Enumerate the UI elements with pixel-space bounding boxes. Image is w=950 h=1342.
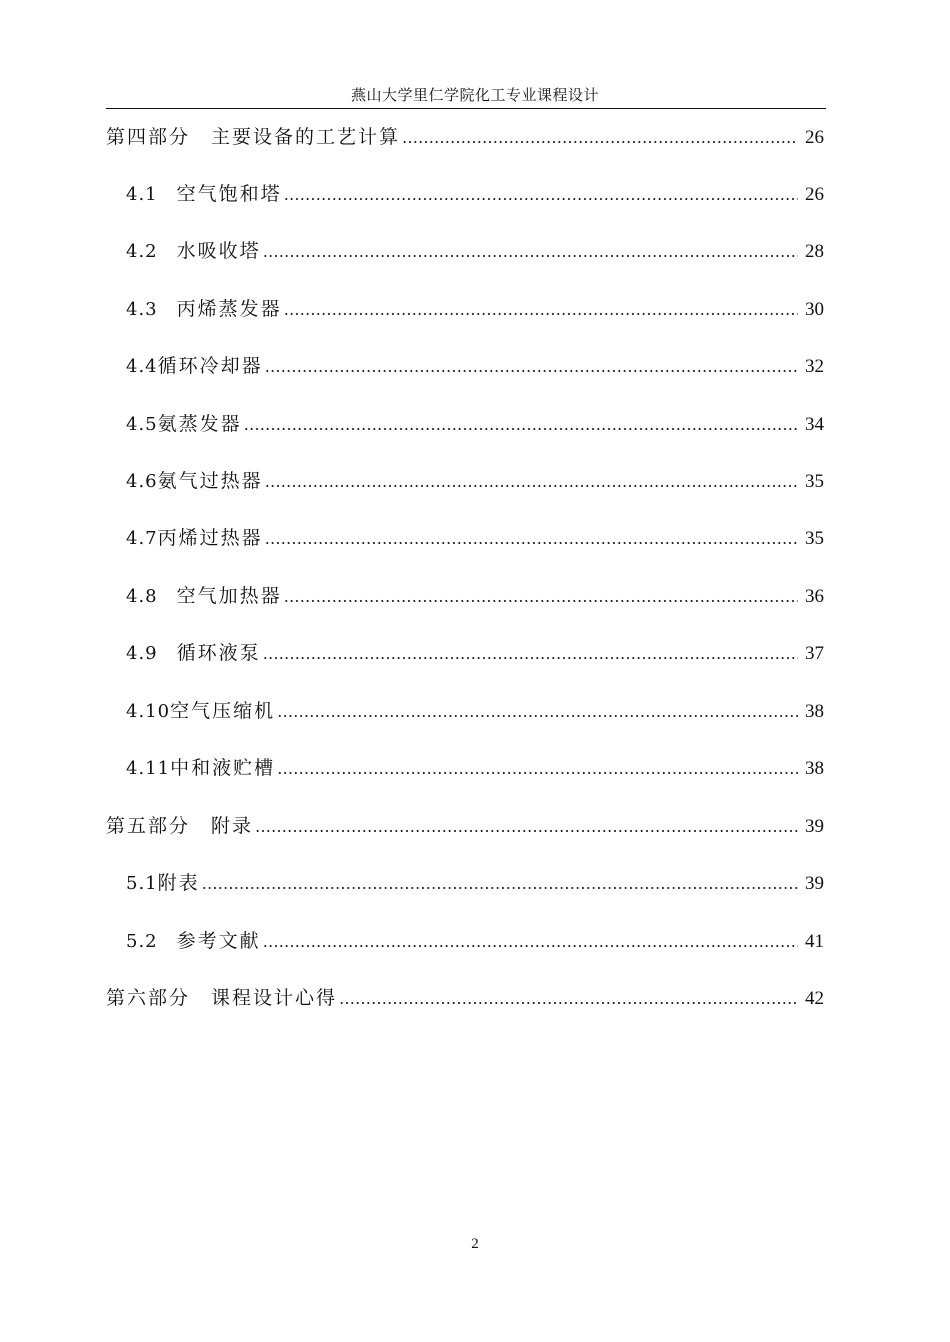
- toc-entry-page: 32: [805, 356, 824, 377]
- toc-entry-page: 34: [805, 414, 824, 435]
- running-header: 燕山大学里仁学院化工专业课程设计: [350, 86, 599, 104]
- toc-entry-page: 41: [805, 931, 824, 952]
- toc-entry-5-1[interactable]: [126, 868, 824, 896]
- toc-entry-number: 4.5: [126, 414, 158, 435]
- toc-entry-number: 5.1: [126, 873, 158, 894]
- toc-entry-number: 4.8: [126, 586, 177, 607]
- toc-leader-dots: [402, 128, 798, 147]
- toc-entry-4-6[interactable]: [126, 466, 824, 494]
- toc-entry-5-2[interactable]: [126, 926, 824, 954]
- toc-entry-page: 26: [805, 127, 824, 148]
- toc-entry-number: 5.2: [126, 931, 177, 952]
- toc-entry-page: 28: [805, 241, 824, 262]
- toc-entry-number: 4.10: [126, 701, 171, 722]
- toc-entry-4-2[interactable]: [126, 236, 824, 264]
- toc-entry-4-3[interactable]: [126, 294, 824, 322]
- toc-entry-4-4[interactable]: [126, 351, 824, 379]
- toc-entry-page: 26: [805, 184, 824, 205]
- toc-leader-dots: [265, 357, 798, 376]
- toc-entry-4-1[interactable]: [126, 179, 824, 207]
- toc-entry-title: 循环液泵: [176, 642, 261, 664]
- toc-entry-title: 空气压缩机: [170, 700, 276, 722]
- toc-entry-number: 4.7: [126, 528, 158, 549]
- toc-entry-title: 第五部分 附录: [106, 815, 254, 837]
- toc-entry-number: 4.2: [126, 241, 177, 262]
- toc-leader-dots: [277, 702, 798, 721]
- toc-entry-title: 参考文献: [176, 930, 261, 952]
- toc-entry-part5[interactable]: [106, 811, 824, 839]
- toc-entry-title: 空气饱和塔: [176, 183, 282, 205]
- toc-leader-dots: [265, 472, 798, 491]
- toc-leader-dots: [277, 759, 798, 778]
- toc-entry-number: 4.11: [126, 758, 171, 779]
- toc-entry-number: 4.3: [126, 299, 177, 320]
- toc-entry-page: 35: [805, 471, 824, 492]
- toc-leader-dots: [339, 989, 798, 1008]
- toc-entry-title: 中和液贮槽: [170, 757, 276, 779]
- toc-entry-page: 39: [805, 816, 824, 837]
- toc-entry-part4[interactable]: [106, 122, 824, 150]
- toc-leader-dots: [244, 415, 798, 434]
- toc-leader-dots: [284, 185, 798, 204]
- toc-entry-title: 水吸收塔: [176, 240, 261, 262]
- toc-entry-page: 37: [805, 643, 824, 664]
- toc-entry-number: 4.6: [126, 471, 158, 492]
- toc-entry-title: 氨气过热器: [157, 470, 263, 492]
- toc-entry-title: 循环冷却器: [157, 355, 263, 377]
- toc-leader-dots: [263, 932, 798, 951]
- toc-entry-title: 丙烯蒸发器: [176, 298, 282, 320]
- toc-entry-page: 42: [805, 988, 824, 1009]
- toc-entry-page: 38: [805, 758, 824, 779]
- toc-entry-4-7[interactable]: [126, 523, 824, 551]
- toc-entry-title: 丙烯过热器: [157, 527, 263, 549]
- page-number: 2: [471, 1236, 479, 1252]
- toc-entry-title: 第六部分 课程设计心得: [106, 987, 338, 1009]
- toc-entry-page: 35: [805, 528, 824, 549]
- toc-entry-page: 38: [805, 701, 824, 722]
- toc-entry-page: 39: [805, 873, 824, 894]
- toc-entry-4-11[interactable]: [126, 753, 824, 781]
- toc-leader-dots: [255, 817, 798, 836]
- toc-leader-dots: [265, 529, 798, 548]
- toc-entry-4-5[interactable]: [126, 409, 824, 437]
- toc-leader-dots: [263, 644, 798, 663]
- toc-entry-4-10[interactable]: [126, 696, 824, 724]
- toc-leader-dots: [202, 874, 798, 893]
- toc-entry-4-8[interactable]: [126, 581, 824, 609]
- toc-entry-page: 36: [805, 586, 824, 607]
- toc-entry-number: 4.1: [126, 184, 177, 205]
- toc-leader-dots: [284, 300, 798, 319]
- toc-entry-title: 氨蒸发器: [157, 413, 242, 435]
- toc-entry-title: 第四部分 主要设备的工艺计算: [106, 126, 401, 148]
- toc-entry-title: 空气加热器: [176, 585, 282, 607]
- toc-leader-dots: [284, 587, 798, 606]
- toc-entry-page: 30: [805, 299, 824, 320]
- toc-entry-number: 4.9: [126, 643, 177, 664]
- toc-entry-part6[interactable]: [106, 983, 824, 1011]
- toc-leader-dots: [263, 242, 798, 261]
- toc-entry-number: 4.4: [126, 356, 158, 377]
- toc-entry-4-9[interactable]: [126, 638, 824, 666]
- toc-entry-title: 附表: [157, 872, 200, 894]
